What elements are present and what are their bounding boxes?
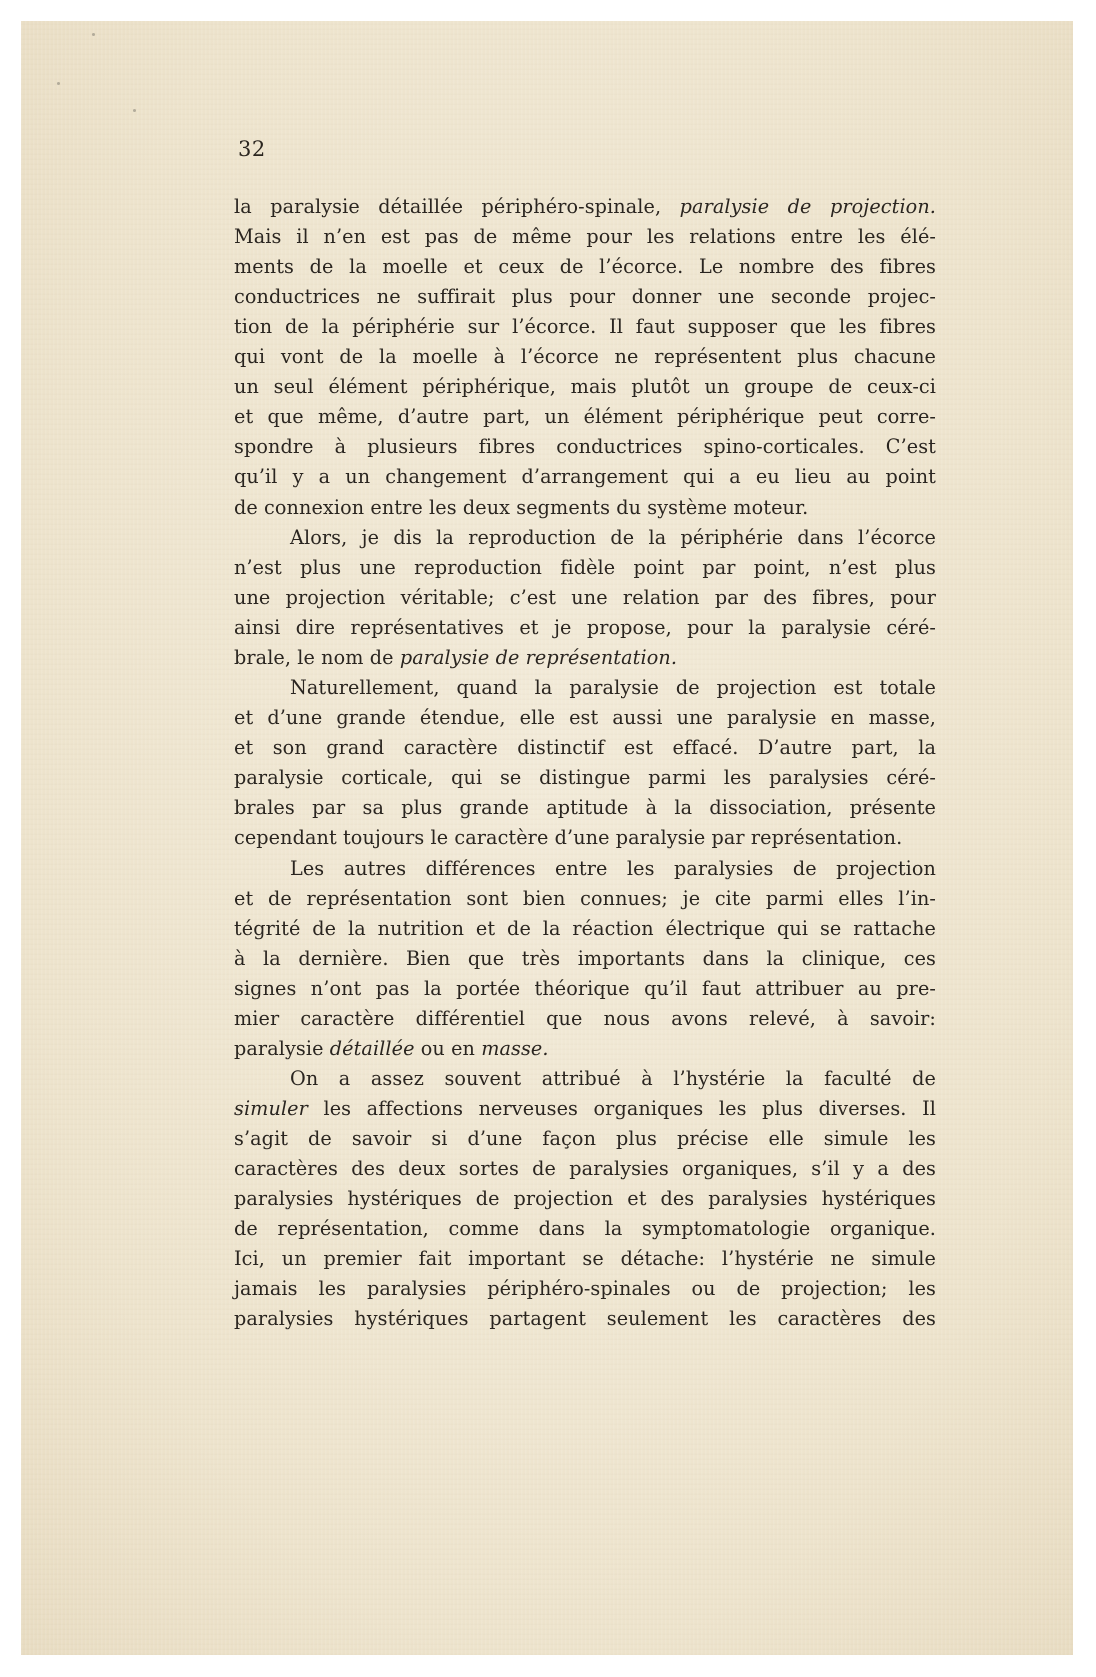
text-line	[234, 1154, 936, 1184]
text-run: caractères des deux sortes de paralysies organiques, s’il y a des	[234, 1157, 936, 1180]
text-line	[290, 673, 936, 703]
text-line	[234, 282, 936, 312]
text-run: et d’une grande étendue, elle est aussi une paralysie en masse,	[234, 706, 936, 729]
text-run: jamais les paralysies périphéro-spinales ou de projection; les	[234, 1277, 936, 1300]
text-run: tion de la périphérie sur l’écorce. Il faut supposer que les fibres	[234, 315, 936, 338]
text-line	[234, 493, 936, 523]
text-run: Ici, un premier fait important se détache: l’hystérie ne simule	[234, 1247, 936, 1270]
text-run: paralysies hystériques partagent seulement les caractères des	[234, 1307, 936, 1330]
text-line	[234, 583, 936, 613]
text-run: et que même, d’autre part, un élément périphérique peut corre-	[234, 405, 936, 428]
text-line	[234, 944, 936, 974]
text-run: et de représentation sont bien connues; je cite parmi elles l’in-	[234, 887, 936, 910]
text-line	[234, 884, 936, 914]
text-line	[234, 974, 936, 1004]
text-line	[234, 703, 936, 733]
text-run: brales par sa plus grande aptitude à la dissociation, présente	[234, 796, 936, 819]
text-run: paralysie corticale, qui se distingue parmi les paralysies céré-	[234, 766, 936, 789]
italic-term: simuler	[234, 1097, 308, 1120]
text-run: conductrices ne suffirait plus pour donner une seconde projec-	[234, 285, 936, 308]
text-line	[234, 1034, 936, 1064]
text-line	[234, 312, 936, 342]
text-run: Les autres différences entre les paralysies de projection	[290, 857, 936, 880]
body-text	[21, 21, 1073, 1655]
text-line	[234, 914, 936, 944]
text-line	[234, 553, 936, 583]
text-run: n’est plus une reproduction fidèle point par point, n’est plus	[234, 556, 936, 579]
text-run: signes n’ont pas la portée théorique qu’il faut attribuer au pre-	[234, 977, 936, 1000]
text-run: ainsi dire représentatives et je propose, pour la paralysie céré-	[234, 616, 936, 639]
text-run: spondre à plusieurs fibres conductrices spino-corticales. C’est	[234, 435, 936, 458]
text-run: à la dernière. Bien que très importants dans la clinique, ces	[234, 947, 936, 970]
text-run: une projection véritable; c’est une relation par des fibres, pour	[234, 586, 936, 609]
text-run: les affections nerveuses organiques les plus diverses. Il	[307, 1097, 936, 1120]
text-line	[234, 793, 936, 823]
italic-term: détaillée	[329, 1037, 415, 1060]
text-line	[234, 1124, 936, 1154]
text-run: de représentation, comme dans la symptomatologie organique.	[234, 1217, 936, 1240]
text-run: tégrité de la nutrition et de la réaction électrique qui se rattache	[234, 917, 936, 940]
text-run: ou en	[414, 1037, 482, 1060]
text-line	[234, 372, 936, 402]
book-page	[21, 21, 1073, 1655]
text-line	[234, 1244, 936, 1274]
text-run: la paralysie détaillée périphéro-spinale,	[234, 195, 680, 218]
text-line	[234, 252, 936, 282]
text-line	[290, 523, 936, 553]
text-run: paralysie	[234, 1037, 330, 1060]
text-line	[234, 342, 936, 372]
text-line	[234, 1094, 936, 1124]
text-line	[234, 763, 936, 793]
text-line	[234, 1214, 936, 1244]
text-run: mier caractère différentiel que nous avons relevé, à savoir:	[234, 1007, 936, 1030]
text-run: un seul élément périphérique, mais plutôt un groupe de ceux-ci	[234, 375, 936, 398]
text-line	[234, 613, 936, 643]
italic-term: masse.	[481, 1037, 549, 1060]
text-line	[234, 1004, 936, 1034]
italic-term: paralysie de représentation.	[399, 646, 678, 669]
text-run: et son grand caractère distinctif est effacé. D’autre part, la	[234, 736, 936, 759]
text-line	[234, 1304, 936, 1334]
text-line	[234, 192, 936, 222]
text-run: Naturellement, quand la paralysie de projection est totale	[290, 676, 936, 699]
text-line	[290, 1064, 936, 1094]
text-run: qui vont de la moelle à l’écorce ne représentent plus chacune	[234, 345, 936, 368]
text-run: paralysies hystériques de projection et des paralysies hystériques	[234, 1187, 936, 1210]
text-run: ments de la moelle et ceux de l’écorce. Le nombre des fibres	[234, 255, 936, 278]
text-run: qu’il y a un changement d’arrangement qui a eu lieu au point	[234, 465, 936, 488]
text-line	[234, 1274, 936, 1304]
text-line	[290, 854, 936, 884]
text-line	[234, 462, 936, 492]
text-line	[234, 643, 936, 673]
text-run: Alors, je dis la reproduction de la périphérie dans l’écorce	[290, 526, 936, 549]
text-line	[234, 432, 936, 462]
text-run: brale, le nom de	[234, 646, 400, 669]
text-line	[234, 733, 936, 763]
text-line	[234, 402, 936, 432]
italic-term: paralysie de projection.	[679, 195, 936, 218]
text-line	[234, 1184, 936, 1214]
page-number: 32	[238, 137, 266, 161]
text-run: de connexion entre les deux segments du système moteur.	[234, 496, 809, 519]
text-run: cependant toujours le caractère d’une paralysie par représentation.	[234, 826, 903, 849]
text-line	[234, 222, 936, 252]
text-line	[234, 823, 936, 853]
text-run: Mais il n’en est pas de même pour les relations entre les élé-	[234, 225, 936, 248]
text-run: On a assez souvent attribué à l’hystérie la faculté de	[290, 1067, 936, 1090]
text-run: s’agit de savoir si d’une façon plus précise elle simule les	[234, 1127, 936, 1150]
